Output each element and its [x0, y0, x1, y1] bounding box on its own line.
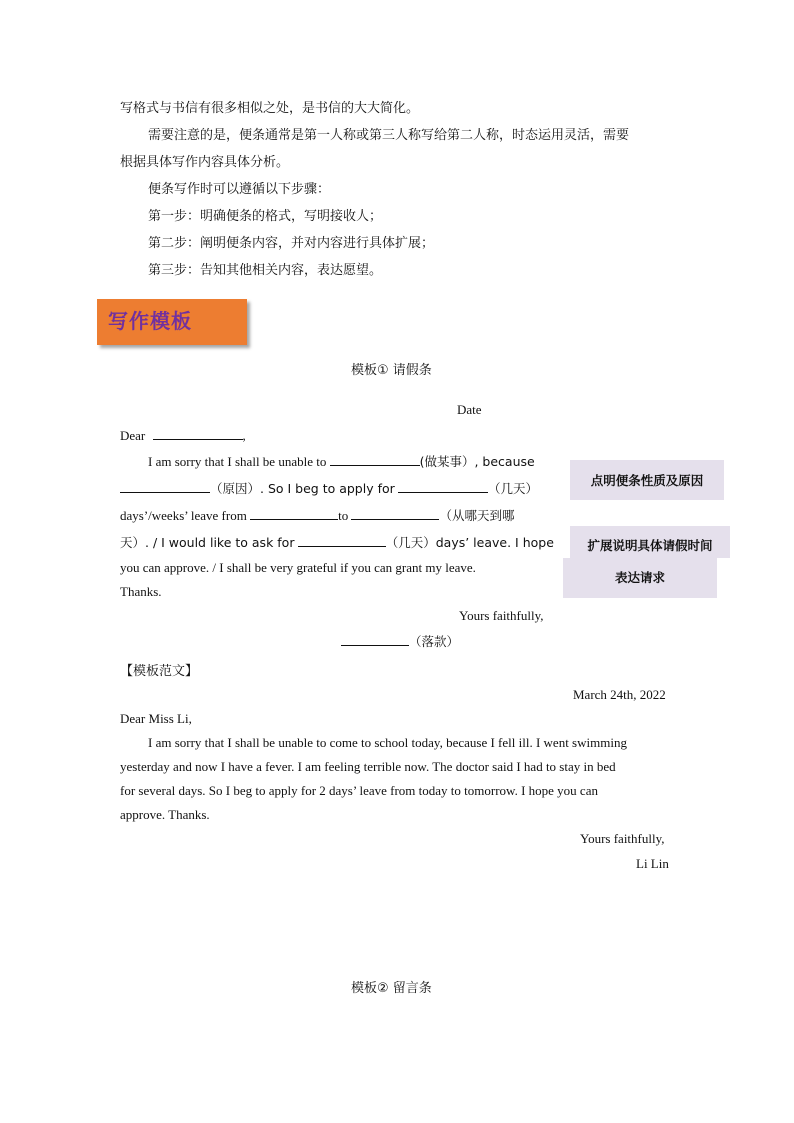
step-3: 第三步：告知其他相关内容，表达愿望。: [148, 263, 383, 278]
intro-line-4: 便条写作时可以遵循以下步骤：: [148, 182, 331, 197]
reason-blank: [120, 480, 210, 493]
template-1-closing: Yours faithfully,: [459, 608, 544, 623]
step-2: 第二步：阐明便条内容，并对内容进行具体扩展；: [148, 236, 435, 251]
template-1-thanks: Thanks.: [120, 584, 162, 599]
text: I am sorry that I shall be unable to: [148, 454, 327, 469]
sample-line-2: yesterday and now I have a fever. I am feeling terrible now. The doctor said I had to stay in bed: [120, 759, 616, 774]
text: （落款）: [409, 634, 460, 649]
comma: ,: [242, 428, 246, 443]
signature-blank: [341, 633, 409, 646]
step-1: 第一步：明确便条的格式，写明接收人；: [148, 209, 383, 224]
sample-closing: Yours faithfully,: [580, 831, 665, 846]
section-header-label: 写作模板: [108, 309, 192, 333]
from-blank: [250, 507, 338, 520]
sample-salutation: Dear Miss Li,: [120, 711, 192, 726]
text: （几天）: [488, 481, 539, 496]
text: （从哪天到哪: [439, 508, 515, 523]
side-note-1-label: 点明便条性质及原因: [590, 473, 704, 488]
sample-line-3: for several days. So I beg to apply for 2 days’ leave from today to tomorrow. I hope you can: [120, 783, 598, 798]
text: to: [338, 508, 349, 523]
sample-line-1: I am sorry that I shall be unable to come to school today, because I fell ill. I went swimming: [148, 735, 627, 750]
side-note-2-label: 扩展说明具体请假时间: [587, 538, 713, 553]
template-2-title: 模板② 留言条: [351, 981, 432, 996]
days-blank: [398, 480, 488, 493]
section-header: [97, 299, 247, 345]
side-note-3: [563, 558, 717, 598]
days-blank-2: [298, 534, 386, 547]
text: days’/weeks’ leave from: [120, 508, 247, 523]
template-1-line-5: you can approve. / I shall be very grateful if you can grant my leave.: [120, 560, 476, 575]
template-1-line-3: [120, 506, 514, 524]
sample-date: March 24th, 2022: [573, 687, 666, 702]
sample-heading: 【模板范文】: [120, 664, 199, 679]
template-1-signature: [341, 632, 459, 650]
text: 天）. / I would like to ask for: [120, 535, 295, 550]
intro-line-2: 需要注意的是，便条通常是第一人称或第三人称写给第二人称，时态运用灵活，需要: [148, 128, 630, 143]
dear-label: Dear: [120, 428, 146, 443]
action-blank: [330, 453, 420, 466]
text: （几天）days’ leave. I hope: [385, 535, 554, 550]
intro-line-3: 根据具体写作内容具体分析。: [120, 155, 290, 170]
recipient-blank: [153, 427, 243, 440]
sample-line-4: approve. Thanks.: [120, 807, 210, 822]
to-blank: [351, 507, 439, 520]
intro-line-1: 写格式与书信有很多相似之处，是书信的大大简化。: [120, 101, 420, 116]
side-note-1: [570, 460, 724, 500]
text: （原因）. So I beg to apply for: [210, 481, 395, 496]
template-1-line-4: [120, 533, 554, 551]
template-1-title: 模板① 请假条: [351, 363, 432, 378]
template-1-line-2: [120, 479, 538, 497]
text: (做某事）, because: [419, 454, 535, 469]
template-1-line-1: [148, 452, 535, 470]
template-1-date: Date: [457, 402, 482, 417]
template-1-salutation: [120, 427, 246, 444]
sample-signature: Li Lin: [636, 856, 669, 871]
side-note-3-label: 表达请求: [614, 570, 665, 585]
side-note-2: [570, 526, 730, 558]
